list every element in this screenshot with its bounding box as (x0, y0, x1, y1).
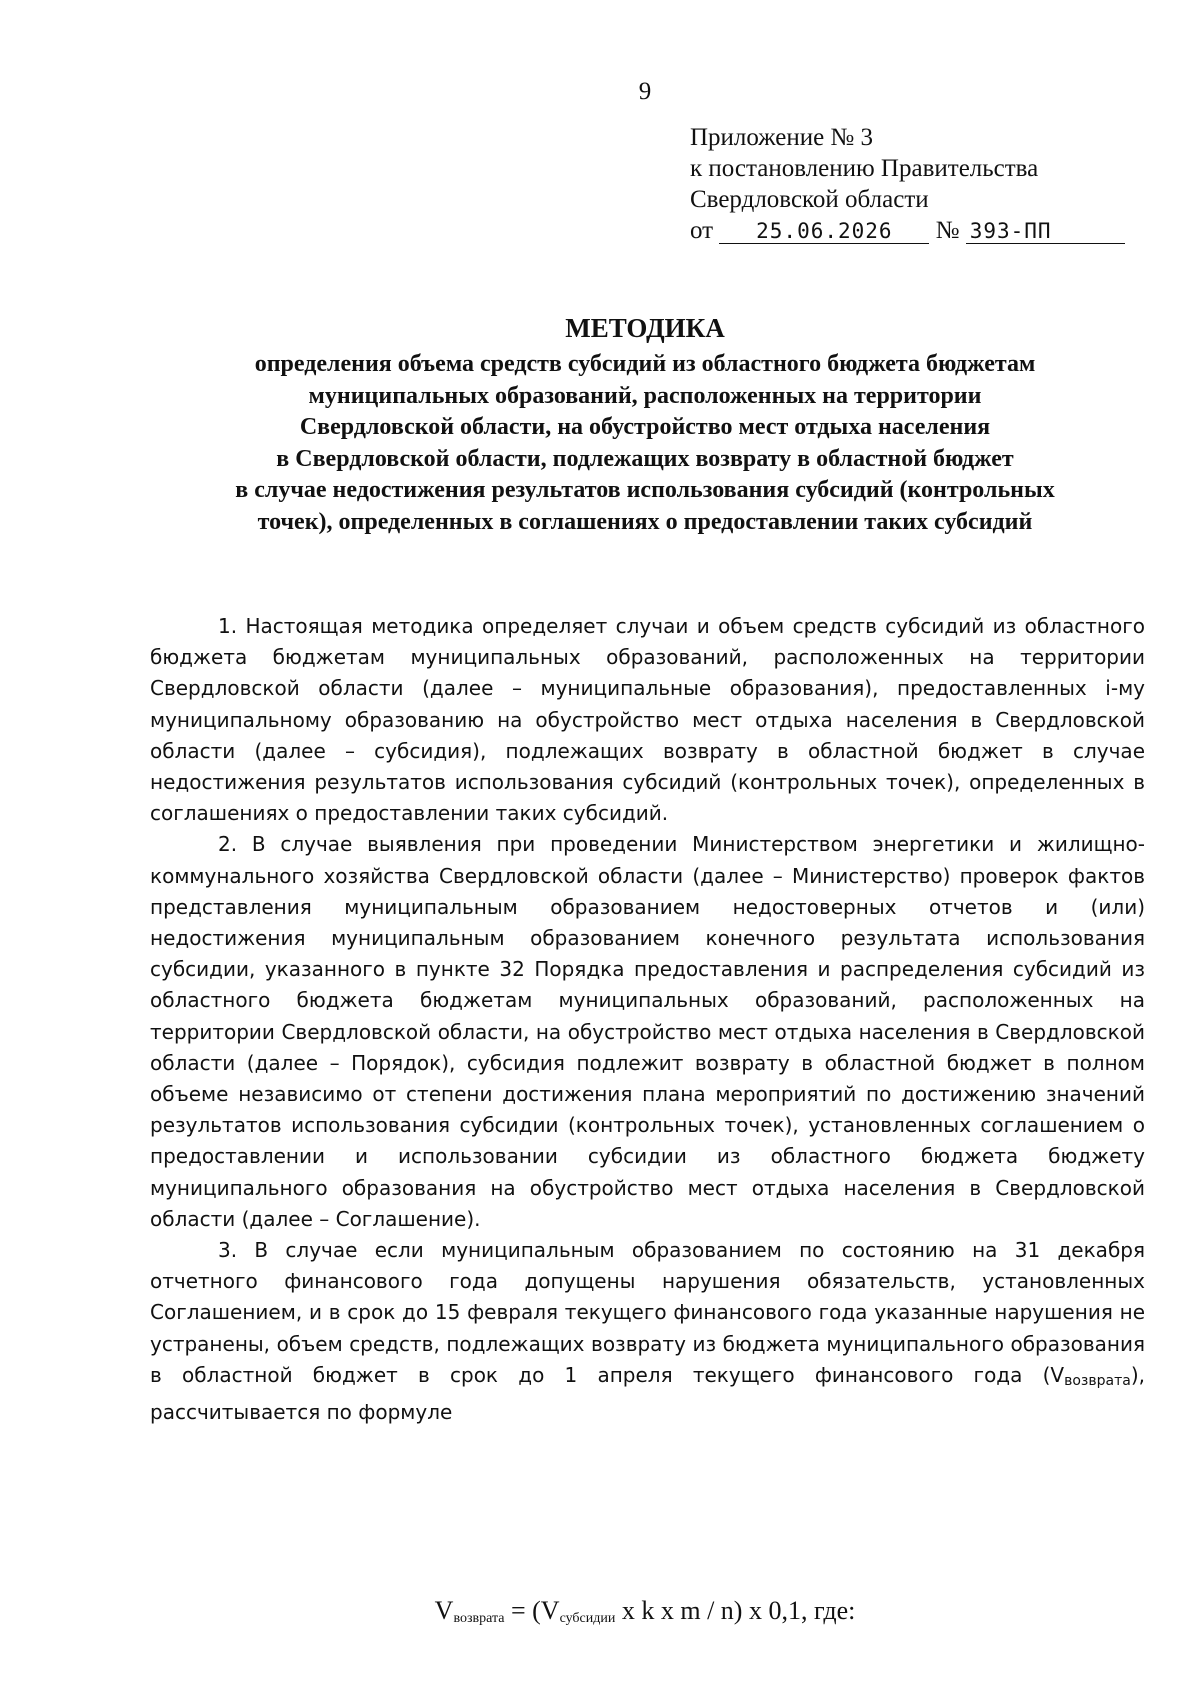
title-line-3: Свердловской области, на обустройство мест отдыха населения (299, 414, 991, 440)
inline-variable-symbol: V (1050, 1362, 1065, 1387)
date-field: 25.06.2026 (719, 219, 929, 244)
paragraph-3 (150, 1235, 1145, 1428)
appendix-line-2: к постановлению Правительства (690, 155, 1039, 182)
appendix-line-1: Приложение № 3 (690, 124, 874, 151)
paragraph-2: 2. В случае выявления при проведении Министерством энергетики и жилищно-коммунального хозяйства Свердловской области (далее – Министерство) проверок фактов представления муниципальным образованием недостоверных отчетов и (или) недостижения муниципальным образованием конечного результата использования субсидии, указанного в пункте 32 Порядка предоставления и распределения субсидий из областного бюджета бюджетам муниципальных образований, расположенных на территории Свердловской области, на обустройство мест отдыха населения в Свердловской области (далее – Порядок), субсидия подлежит возврату в областной бюджет в полном объеме независимо от степени достижения плана мероприятий по достижению значений результатов использования субсидии (контрольных точек), установленных соглашением о предоставлении и использовании субсидии из областного бюджета бюджету муниципального образования на обустройство мест отдыха населения в Свердловской области (далее – Соглашение). (150, 832, 1145, 1231)
title-main: МЕТОДИКА (565, 313, 725, 343)
formula-subsidy-subscript: субсидии (559, 1611, 616, 1626)
inline-variable-subscript: возврата (1064, 1372, 1131, 1389)
title-line-1: определения объема средств субсидий из областного бюджета бюджетам (254, 351, 1036, 377)
formula-lhs-subscript: возврата (453, 1611, 505, 1626)
date-prefix: от (690, 217, 714, 244)
formula (0, 1596, 1200, 1627)
title-line-5: в случае недостижения результатов использования субсидий (контрольных (235, 477, 1055, 503)
appendix-date-number-row (690, 215, 1150, 246)
paragraph-3-text: 3. В случае если муниципальным образованием по состоянию на 31 декабря отчетного финансового года допущены нарушения обязательств, установленных Соглашением, и в срок до 15 февраля текущего финансового года указанные нарушения не устранены, объем средств, подлежащих возврату из бюджета муниципального образования в областной бюджет в срок до 1 апреля текущего финансового года ( (150, 1238, 1145, 1387)
formula-lhs: V (434, 1596, 454, 1625)
inline-variable (1050, 1363, 1130, 1387)
page-number: 9 (638, 78, 652, 105)
title-line-2: муниципальных образований, расположенных на территории (308, 382, 982, 409)
number-prefix: № (935, 217, 960, 244)
title-line-4: в Свердловской области, подлежащих возврату в областной бюджет (276, 445, 1014, 472)
number-field: 393-ПП (966, 219, 1125, 244)
document-title (140, 312, 1150, 538)
body-text (150, 611, 1145, 1428)
paragraph-3-tail: ), рассчитывается по формуле (150, 1362, 1145, 1425)
title-line-6: точек), определенных в соглашениях о предоставлении таких субсидий (257, 508, 1033, 535)
paragraph-1: 1. Настоящая методика определяет случаи и объем средств субсидий из областного бюджета бюджетам муниципальных образований, расположенных на территории Свердловской области (далее – муниципальные образования), предоставленных i-му муниципальному образованию на обустройство мест отдыха населения в Свердловской области (далее – субсидия), подлежащих возврату в областной бюджет в случае недостижения результатов использования субсидий (контрольных точек), определенных в соглашениях о предоставлении таких субсидий. (150, 614, 1145, 826)
formula-rest: x k x m / n) x 0,1, где: (615, 1596, 856, 1625)
appendix-line-3: Свердловской области (690, 186, 929, 213)
formula-equals-open: = (V (504, 1596, 560, 1625)
appendix-block (690, 122, 1150, 246)
